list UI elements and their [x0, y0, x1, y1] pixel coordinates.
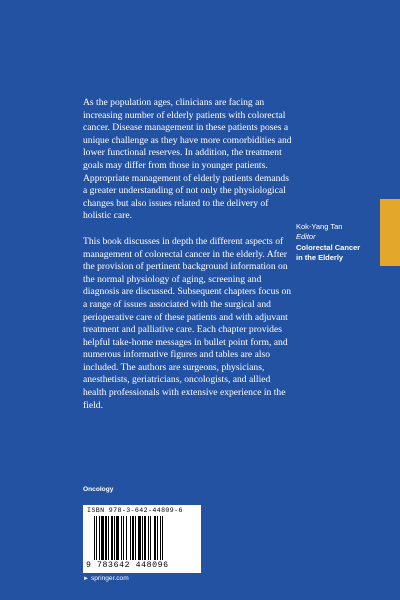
- arrow-right-icon: ►: [83, 576, 89, 582]
- publisher-website[interactable]: [83, 575, 129, 582]
- isbn-label: ISBN 978-3-642-44809-6: [87, 507, 183, 514]
- barcode-bars-icon: [94, 516, 192, 560]
- website-label: springer.com: [90, 575, 129, 582]
- editor-name: Kok-Yang Tan: [296, 222, 343, 231]
- blurb-paragraph-2: This book discusses in depth the different aspects of management of colorectal cancer in the elderly. After the provision of pertinent background information on the normal physiology of aging, screening and diagnosis are discussed. Subsequent chapters focus on a range of issues associated with the surgical and perioperative care of these patients and with adjuvant treatment and palliative care. Each chapter provides helpful take-home messages in bullet point form, and numerous informative figures and tables are also included. The authors are surgeons, physicians, anesthetists, geriatricians, oncologists, and allied health professionals with extensive experience in the field.: [83, 235, 292, 411]
- book-title-line-2: in the Elderly: [296, 253, 344, 263]
- isbn-barcode: [83, 505, 201, 573]
- blurb-paragraph-1: As the population ages, clinicians are facing an increasing number of elderly patients with colorectal cancer. Disease management in these patients poses a unique challenge as they have more comorbidities and lower functional reserves. In addition, the treatment goals may differ from those in younger patients. Appropriate management of elderly patients demands a greater understanding of not only the physiological changes but also issues related to the delivery of holistic care.: [83, 97, 292, 222]
- accent-bar: [380, 199, 400, 266]
- category-label: Oncology: [83, 486, 114, 493]
- book-info: [296, 222, 378, 264]
- book-title-line-1: Colorectal Cancer: [296, 242, 361, 252]
- cover-blurb: [83, 97, 293, 425]
- editor-role: Editor: [296, 232, 316, 242]
- barcode-number: 9 783642 448096: [86, 561, 169, 570]
